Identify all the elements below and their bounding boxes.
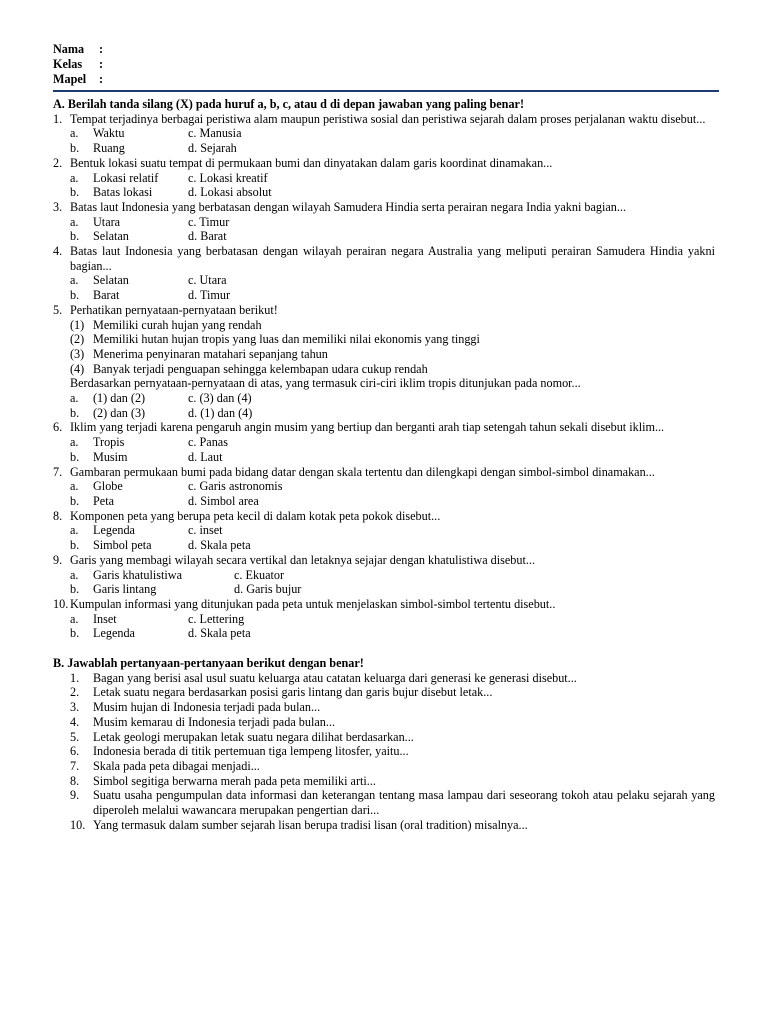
answer-options-row <box>53 435 715 450</box>
field-kelas <box>53 57 103 72</box>
option-text: c. Garis astronomis <box>188 479 283 494</box>
question-row <box>53 465 715 480</box>
option-text: Inset <box>93 611 117 626</box>
statement-item <box>53 362 715 377</box>
answer-options-row <box>53 229 715 244</box>
question-number: 5. <box>70 729 80 744</box>
question-item <box>53 553 715 597</box>
question-number: 10. <box>53 596 69 611</box>
field-separator: : <box>99 42 104 56</box>
option-text: c. Lettering <box>188 611 245 626</box>
question-text: Batas laut Indonesia yang berbatasan dengan wilayah perairan negara Australia yang meliputi perairan Samudera Hindia yakni bagian... <box>70 244 715 273</box>
option-letter: b. <box>70 538 80 553</box>
section-b-questions <box>53 671 715 833</box>
section-a-questions <box>53 112 715 641</box>
option-text: Selatan <box>93 273 129 288</box>
option-text: c. Manusia <box>188 126 242 141</box>
field-separator: : <box>99 57 104 71</box>
question-row <box>53 303 715 318</box>
question-text: Tempat terjadinya berbagai peristiwa alam maupun peristiwa sosial dan peristiwa sejarah dalam proses perjalanan waktu disebut... <box>70 111 706 126</box>
question-text: Indonesia berada di titik pertemuan tiga lempeng litosfer, yaitu... <box>93 744 409 759</box>
question-text: Bentuk lokasi suatu tempat di permukaan bumi dan dinyatakan dalam garis koordinat dinamakan... <box>70 155 553 170</box>
essay-question <box>53 685 715 700</box>
statement-number: (2) <box>70 332 85 347</box>
option-text: d. Garis bujur <box>234 582 302 597</box>
essay-question <box>53 671 715 686</box>
question-text: Iklim yang terjadi karena pengaruh angin musim yang bertiup dan berganti arah tiap setengah tahun sekali disebut iklim... <box>70 420 665 435</box>
statement-item <box>53 332 715 347</box>
answer-options-row <box>53 126 715 141</box>
option-letter: b. <box>70 449 80 464</box>
question-number: 9. <box>53 552 63 567</box>
statement-text: Menerima penyinaran matahari sepanjang tahun <box>93 346 328 361</box>
question-text: Skala pada peta dibagai menjadi... <box>93 758 260 773</box>
option-text: d. Skala peta <box>188 626 251 641</box>
question-number: 2. <box>53 155 63 170</box>
statement-item <box>53 347 715 362</box>
question-item <box>53 465 715 509</box>
option-letter: a. <box>70 523 79 538</box>
option-text: Peta <box>93 493 114 508</box>
question-row <box>53 200 715 215</box>
question-number: 8. <box>53 508 63 523</box>
question-number: 10. <box>70 817 86 832</box>
option-letter: a. <box>70 479 79 494</box>
answer-options-row <box>53 582 715 597</box>
answer-options-row <box>53 523 715 538</box>
question-item <box>53 303 715 421</box>
option-text: c. Lokasi kreatif <box>188 170 268 185</box>
answer-options-row <box>53 612 715 627</box>
answer-options-row <box>53 538 715 553</box>
option-letter: a. <box>70 126 79 141</box>
option-text: Ruang <box>93 141 125 156</box>
answer-options-row <box>53 391 715 406</box>
question-text: Bagan yang berisi asal usul suatu keluarga atau catatan keluarga dari generasi ke generasi disebut... <box>93 670 577 685</box>
option-letter: a. <box>70 391 79 406</box>
answer-options-row <box>53 568 715 583</box>
field-label: Kelas <box>53 57 83 71</box>
essay-question <box>53 774 715 789</box>
question-number: 9. <box>70 788 80 803</box>
question-number: 1. <box>70 670 80 685</box>
option-text: c. Timur <box>188 214 230 229</box>
answer-options-row <box>53 626 715 641</box>
option-text: Waktu <box>93 126 125 141</box>
question-item <box>53 509 715 553</box>
option-text: Lokasi relatif <box>93 170 159 185</box>
question-number: 5. <box>53 302 63 317</box>
statement-item <box>53 318 715 333</box>
question-number: 2. <box>70 685 80 700</box>
question-row <box>53 597 715 612</box>
option-text: (2) dan (3) <box>93 405 146 420</box>
option-letter: a. <box>70 170 79 185</box>
option-text: d. Skala peta <box>188 538 251 553</box>
option-text: d. Simbol area <box>188 493 259 508</box>
option-text: d. Lokasi absolut <box>188 185 272 200</box>
question-text: Suatu usaha pengumpulan data informasi dan keterangan tentang masa lampau dari seseorang tokoh atau pelaku sejarah yang diperoleh melalui wawancara merupakan pengertian dari... <box>93 788 715 818</box>
field-label: Mapel <box>53 72 87 86</box>
option-text: Globe <box>93 479 123 494</box>
option-text: c. Panas <box>188 435 228 450</box>
field-mapel <box>53 72 103 87</box>
option-text: d. (1) dan (4) <box>188 405 253 420</box>
answer-options-row <box>53 450 715 465</box>
question-text: Garis yang membagi wilayah secara vertikal dan letaknya sejajar dengan khatulistiwa disebut... <box>70 552 535 567</box>
question-item <box>53 244 715 303</box>
option-text: d. Barat <box>188 229 227 244</box>
essay-question <box>53 788 715 817</box>
section-a-title: A. Berilah tanda silang (X) pada huruf a, b, c, atau d di depan jawaban yang paling benar! <box>53 97 525 111</box>
option-text: c. Utara <box>188 273 227 288</box>
statement-number: (4) <box>70 361 85 376</box>
option-text: Barat <box>93 288 120 303</box>
option-letter: b. <box>70 141 80 156</box>
answer-options-row <box>53 288 715 303</box>
option-letter: b. <box>70 288 80 303</box>
field-label: Nama <box>53 42 85 56</box>
option-letter: a. <box>70 214 79 229</box>
question-text: Musim hujan di Indonesia terjadi pada bulan... <box>93 700 321 715</box>
question-row <box>53 244 715 273</box>
option-letter: b. <box>70 582 80 597</box>
option-text: Legenda <box>93 523 135 538</box>
field-nama <box>53 42 103 57</box>
worksheet-content <box>53 97 715 832</box>
option-letter: a. <box>70 611 79 626</box>
answer-options-row <box>53 215 715 230</box>
option-text: Utara <box>93 214 121 229</box>
essay-question <box>53 730 715 745</box>
option-text: Tropis <box>93 435 125 450</box>
option-text: d. Sejarah <box>188 141 237 156</box>
option-text: Legenda <box>93 626 135 641</box>
essay-question <box>53 759 715 774</box>
option-text: (1) dan (2) <box>93 391 146 406</box>
question-item <box>53 112 715 156</box>
answer-options-row <box>53 479 715 494</box>
option-letter: b. <box>70 405 80 420</box>
option-text: Selatan <box>93 229 129 244</box>
question-text: Batas laut Indonesia yang berbatasan dengan wilayah Samudera Hindia serta perairan negara India yakni bagian... <box>70 199 627 214</box>
question-row <box>53 420 715 435</box>
option-letter: a. <box>70 435 79 450</box>
question-number: 7. <box>70 758 80 773</box>
question-item <box>53 420 715 464</box>
question-text: Yang termasuk dalam sumber sejarah lisan berupa tradisi lisan (oral tradition) misalnya... <box>93 817 528 832</box>
question-row <box>53 553 715 568</box>
question-number: 7. <box>53 464 63 479</box>
option-letter: b. <box>70 626 80 641</box>
question-text: Letak geologi merupakan letak suatu negara dilihat berdasarkan... <box>93 729 414 744</box>
statement-number: (1) <box>70 317 85 332</box>
field-separator: : <box>99 72 104 86</box>
question-text: Simbol segitiga berwarna merah pada peta memiliki arti... <box>93 773 376 788</box>
option-text: c. Ekuator <box>234 567 285 582</box>
statement-text: Memiliki hutan hujan tropis yang luas dan memiliki nilai ekonomis yang tinggi <box>93 332 480 347</box>
question-text: Kumpulan informasi yang ditunjukan pada peta untuk menjelaskan simbol-simbol tertentu disebut.. <box>70 596 556 611</box>
option-text: d. Timur <box>188 288 231 303</box>
question-text: Perhatikan pernyataan-pernyataan berikut! <box>70 302 278 317</box>
question-text: Letak suatu negara berdasarkan posisi garis lintang dan garis bujur disebut letak... <box>93 685 493 700</box>
essay-question <box>53 818 715 833</box>
question-row <box>53 112 715 127</box>
question-lead: Berdasarkan pernyataan-pernyataan di atas, yang termasuk ciri-ciri iklim tropis ditunjukan pada nomor... <box>70 376 581 391</box>
question-number: 6. <box>70 744 80 759</box>
question-number: 3. <box>53 199 63 214</box>
question-number: 3. <box>70 700 80 715</box>
question-text: Komponen peta yang berupa peta kecil di dalam kotak peta pokok disebut... <box>70 508 441 523</box>
essay-question <box>53 700 715 715</box>
question-text: Gambaran permukaan bumi pada bidang datar dengan skala tertentu dan dilengkapi dengan simbol-simbol dinamakan... <box>70 464 655 479</box>
question-number: 4. <box>70 714 80 729</box>
statement-text: Memiliki curah hujan yang rendah <box>93 317 262 332</box>
statement-text: Banyak terjadi penguapan sehingga kelembapan udara cukup rendah <box>93 361 428 376</box>
question-row <box>53 509 715 524</box>
option-text: Simbol peta <box>93 538 152 553</box>
option-text: d. Laut <box>188 449 223 464</box>
option-letter: b. <box>70 493 80 508</box>
answer-options-row <box>53 141 715 156</box>
option-text: Garis lintang <box>93 582 157 597</box>
answer-options-row <box>53 171 715 186</box>
question-number: 1. <box>53 111 63 126</box>
question-number: 4. <box>53 244 63 259</box>
answer-options-row <box>53 273 715 288</box>
option-letter: a. <box>70 567 79 582</box>
statement-number: (3) <box>70 346 85 361</box>
student-info-header <box>53 42 103 87</box>
answer-options-row <box>53 185 715 200</box>
option-letter: b. <box>70 185 80 200</box>
option-letter: b. <box>70 229 80 244</box>
essay-question <box>53 744 715 759</box>
section-b-title: B. Jawablah pertanyaan-pertanyaan berikut dengan benar! <box>53 656 364 671</box>
question-item <box>53 156 715 200</box>
option-text: Garis khatulistiwa <box>93 567 183 582</box>
option-text: Musim <box>93 449 128 464</box>
option-text: c. inset <box>188 523 223 538</box>
question-text: Musim kemarau di Indonesia terjadi pada bulan... <box>93 714 335 729</box>
option-letter: a. <box>70 273 79 288</box>
option-text: c. (3) dan (4) <box>188 391 252 406</box>
option-text: Batas lokasi <box>93 185 153 200</box>
answer-options-row <box>53 406 715 421</box>
question-number: 6. <box>53 420 63 435</box>
question-item <box>53 597 715 641</box>
question-number: 8. <box>70 773 80 788</box>
answer-options-row <box>53 494 715 509</box>
question-row <box>53 156 715 171</box>
question-item <box>53 200 715 244</box>
header-divider <box>53 90 719 92</box>
essay-question <box>53 715 715 730</box>
